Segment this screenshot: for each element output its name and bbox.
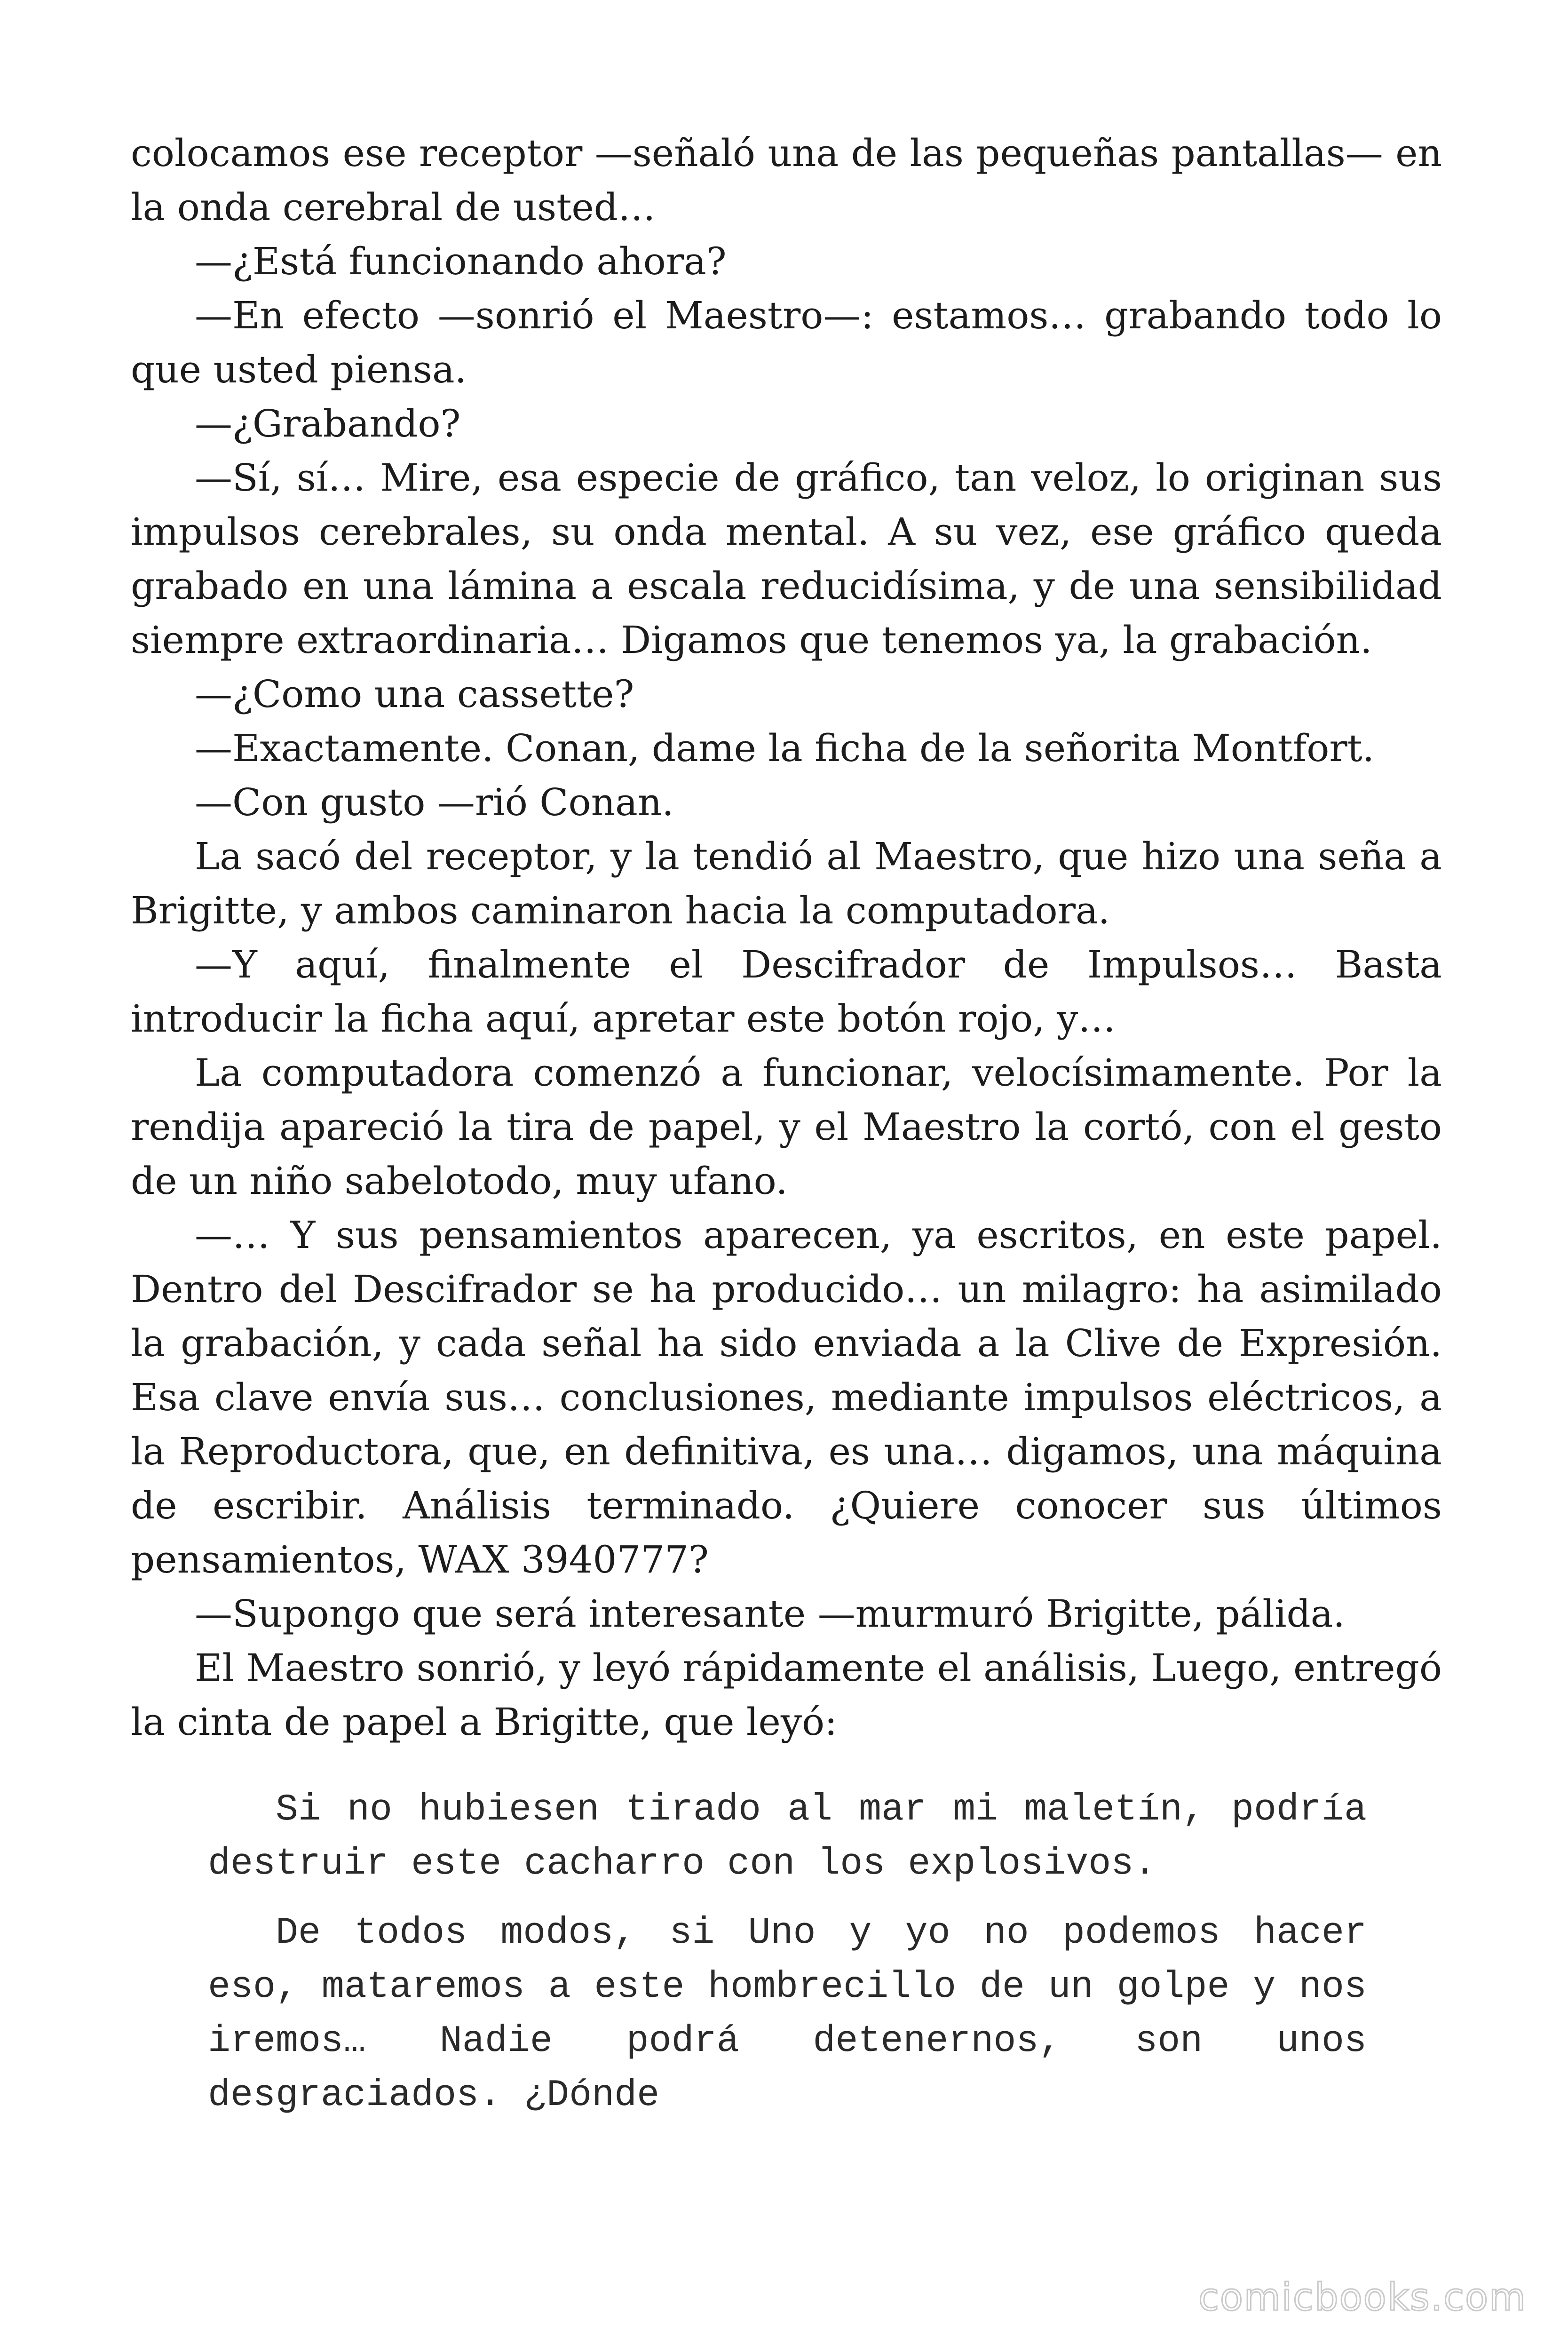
typed-note-paragraph: De todos modos, si Uno y yo no podemos hacer eso, mataremos a este hombrecillo de un golpe y nos iremos… Nadie podrá detenernos, son unos desgraciados. ¿Dónde [208,1912,1367,2117]
paragraph: —¿Está funcionando ahora? [195,239,727,283]
paragraph: —Exactamente. Conan, dame la ficha de la señorita Montfort. [195,726,1375,770]
paragraph: —Con gusto —rió Conan. [195,780,674,824]
paragraph: —Y aquí, finalmente el Descifrador de Impulsos… Basta introducir la ficha aquí, apretar este botón rojo, y… [131,943,1442,1041]
paragraph: La sacó del receptor, y la tendió al Maestro, que hizo una seña a Brigitte, y ambos caminaron hacia la computadora. [131,834,1442,932]
paragraph: —Sí, sí… Mire, esa especie de gráfico, tan veloz, lo originan sus impulsos cerebrales, su onda mental. A su vez, ese gráfico queda grabado en una lámina a escala reducidísima, y de una sensibilidad siempre extraordinaria… Digamos que tenemos ya, la grabación. [131,456,1442,662]
paragraph: —En efecto —sonrió el Maestro—: estamos… grabando todo lo que usted piensa. [131,294,1442,391]
typed-note-paragraph: Si no hubiesen tirado al mar mi maletín, podría destruir este cacharro con los explosivos. [208,1788,1367,1885]
paragraph: —¿Como una cassette? [195,672,634,716]
body-text [131,126,1442,1749]
typed-note [208,1783,1367,2137]
watermark: comicbooks.com [1198,2275,1527,2319]
paragraph: El Maestro sonrió, y leyó rápidamente el análisis, Luego, entregó la cinta de papel a Brigitte, que leyó: [131,1646,1442,1744]
paragraph: colocamos ese receptor —señaló una de las pequeñas pantallas— en la onda cerebral de usted… [131,131,1442,229]
paragraph: La computadora comenzó a funcionar, velocísimamente. Por la rendija apareció la tira de papel, y el Maestro la cortó, con el gesto de un niño sabelotodo, muy ufano. [131,1051,1442,1203]
paragraph: —… Y sus pensamientos aparecen, ya escritos, en este papel. Dentro del Descifrador se ha producido… un milagro: ha asimilado la grabación, y cada señal ha sido enviada a la Clive de Expresión. Esa clave envía sus… conclusiones, mediante impulsos eléctricos, a la Reproductora, que, en definitiva, es una… digamos, una máquina de escribir. Análisis terminado. ¿Quiere conocer sus últimos pensamientos, WAX 3940777? [131,1213,1442,1581]
paragraph: —¿Grabando? [195,402,461,445]
paragraph: —Supongo que será interesante —murmuró Brigitte, pálida. [195,1592,1345,1636]
